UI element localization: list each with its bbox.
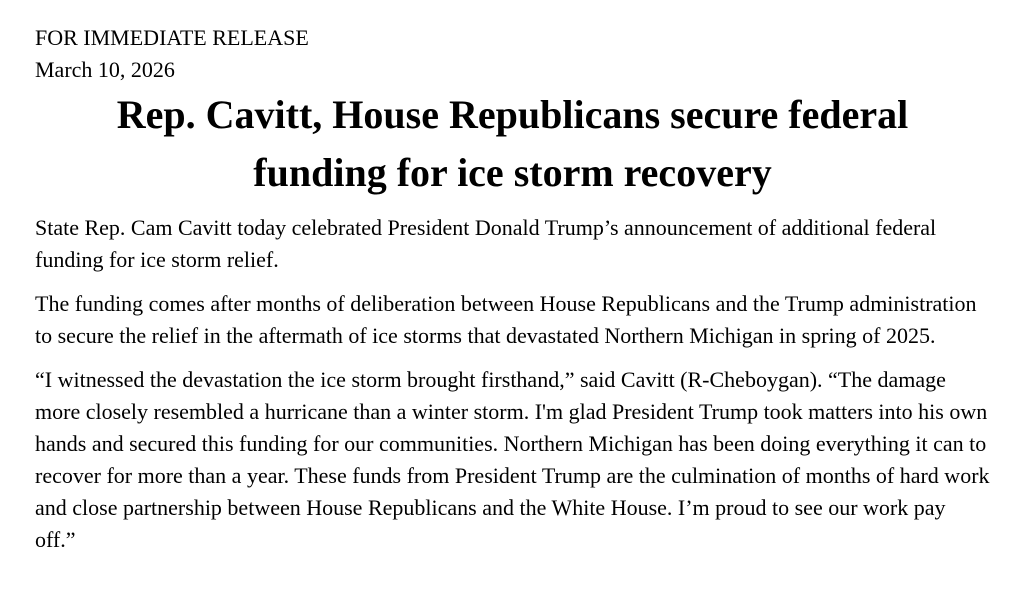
headline-line-2: funding for ice storm recovery [253,150,772,195]
release-date: March 10, 2026 [35,57,175,82]
paragraph-quote: “I witnessed the devastation the ice storm brought firsthand,” said Cavitt (R-Cheboygan). “The damage more closely resembled a hurricane than a winter storm. I'm glad President Trump took matters into his own hands and secured this funding for our communities. Northern Michigan has been doing everything it can to recover for more than a year. These funds from President Trump are the culmination of months of hard work and close partnership between House Republicans and the White House. I’m proud to see our work pay off.” [35,367,990,552]
paragraph-intro: State Rep. Cam Cavitt today celebrated President Donald Trump’s announcement of additional federal funding for ice storm relief. [35,215,937,272]
page-title [35,86,990,202]
paragraph-background: The funding comes after months of deliberation between House Republicans and the Trump administration to secure the relief in the aftermath of ice storms that devastated Northern Michigan in spring of 2025. [35,291,977,348]
release-label: FOR IMMEDIATE RELEASE [35,25,309,50]
headline-line-1: Rep. Cavitt, House Republicans secure federal [116,92,909,137]
